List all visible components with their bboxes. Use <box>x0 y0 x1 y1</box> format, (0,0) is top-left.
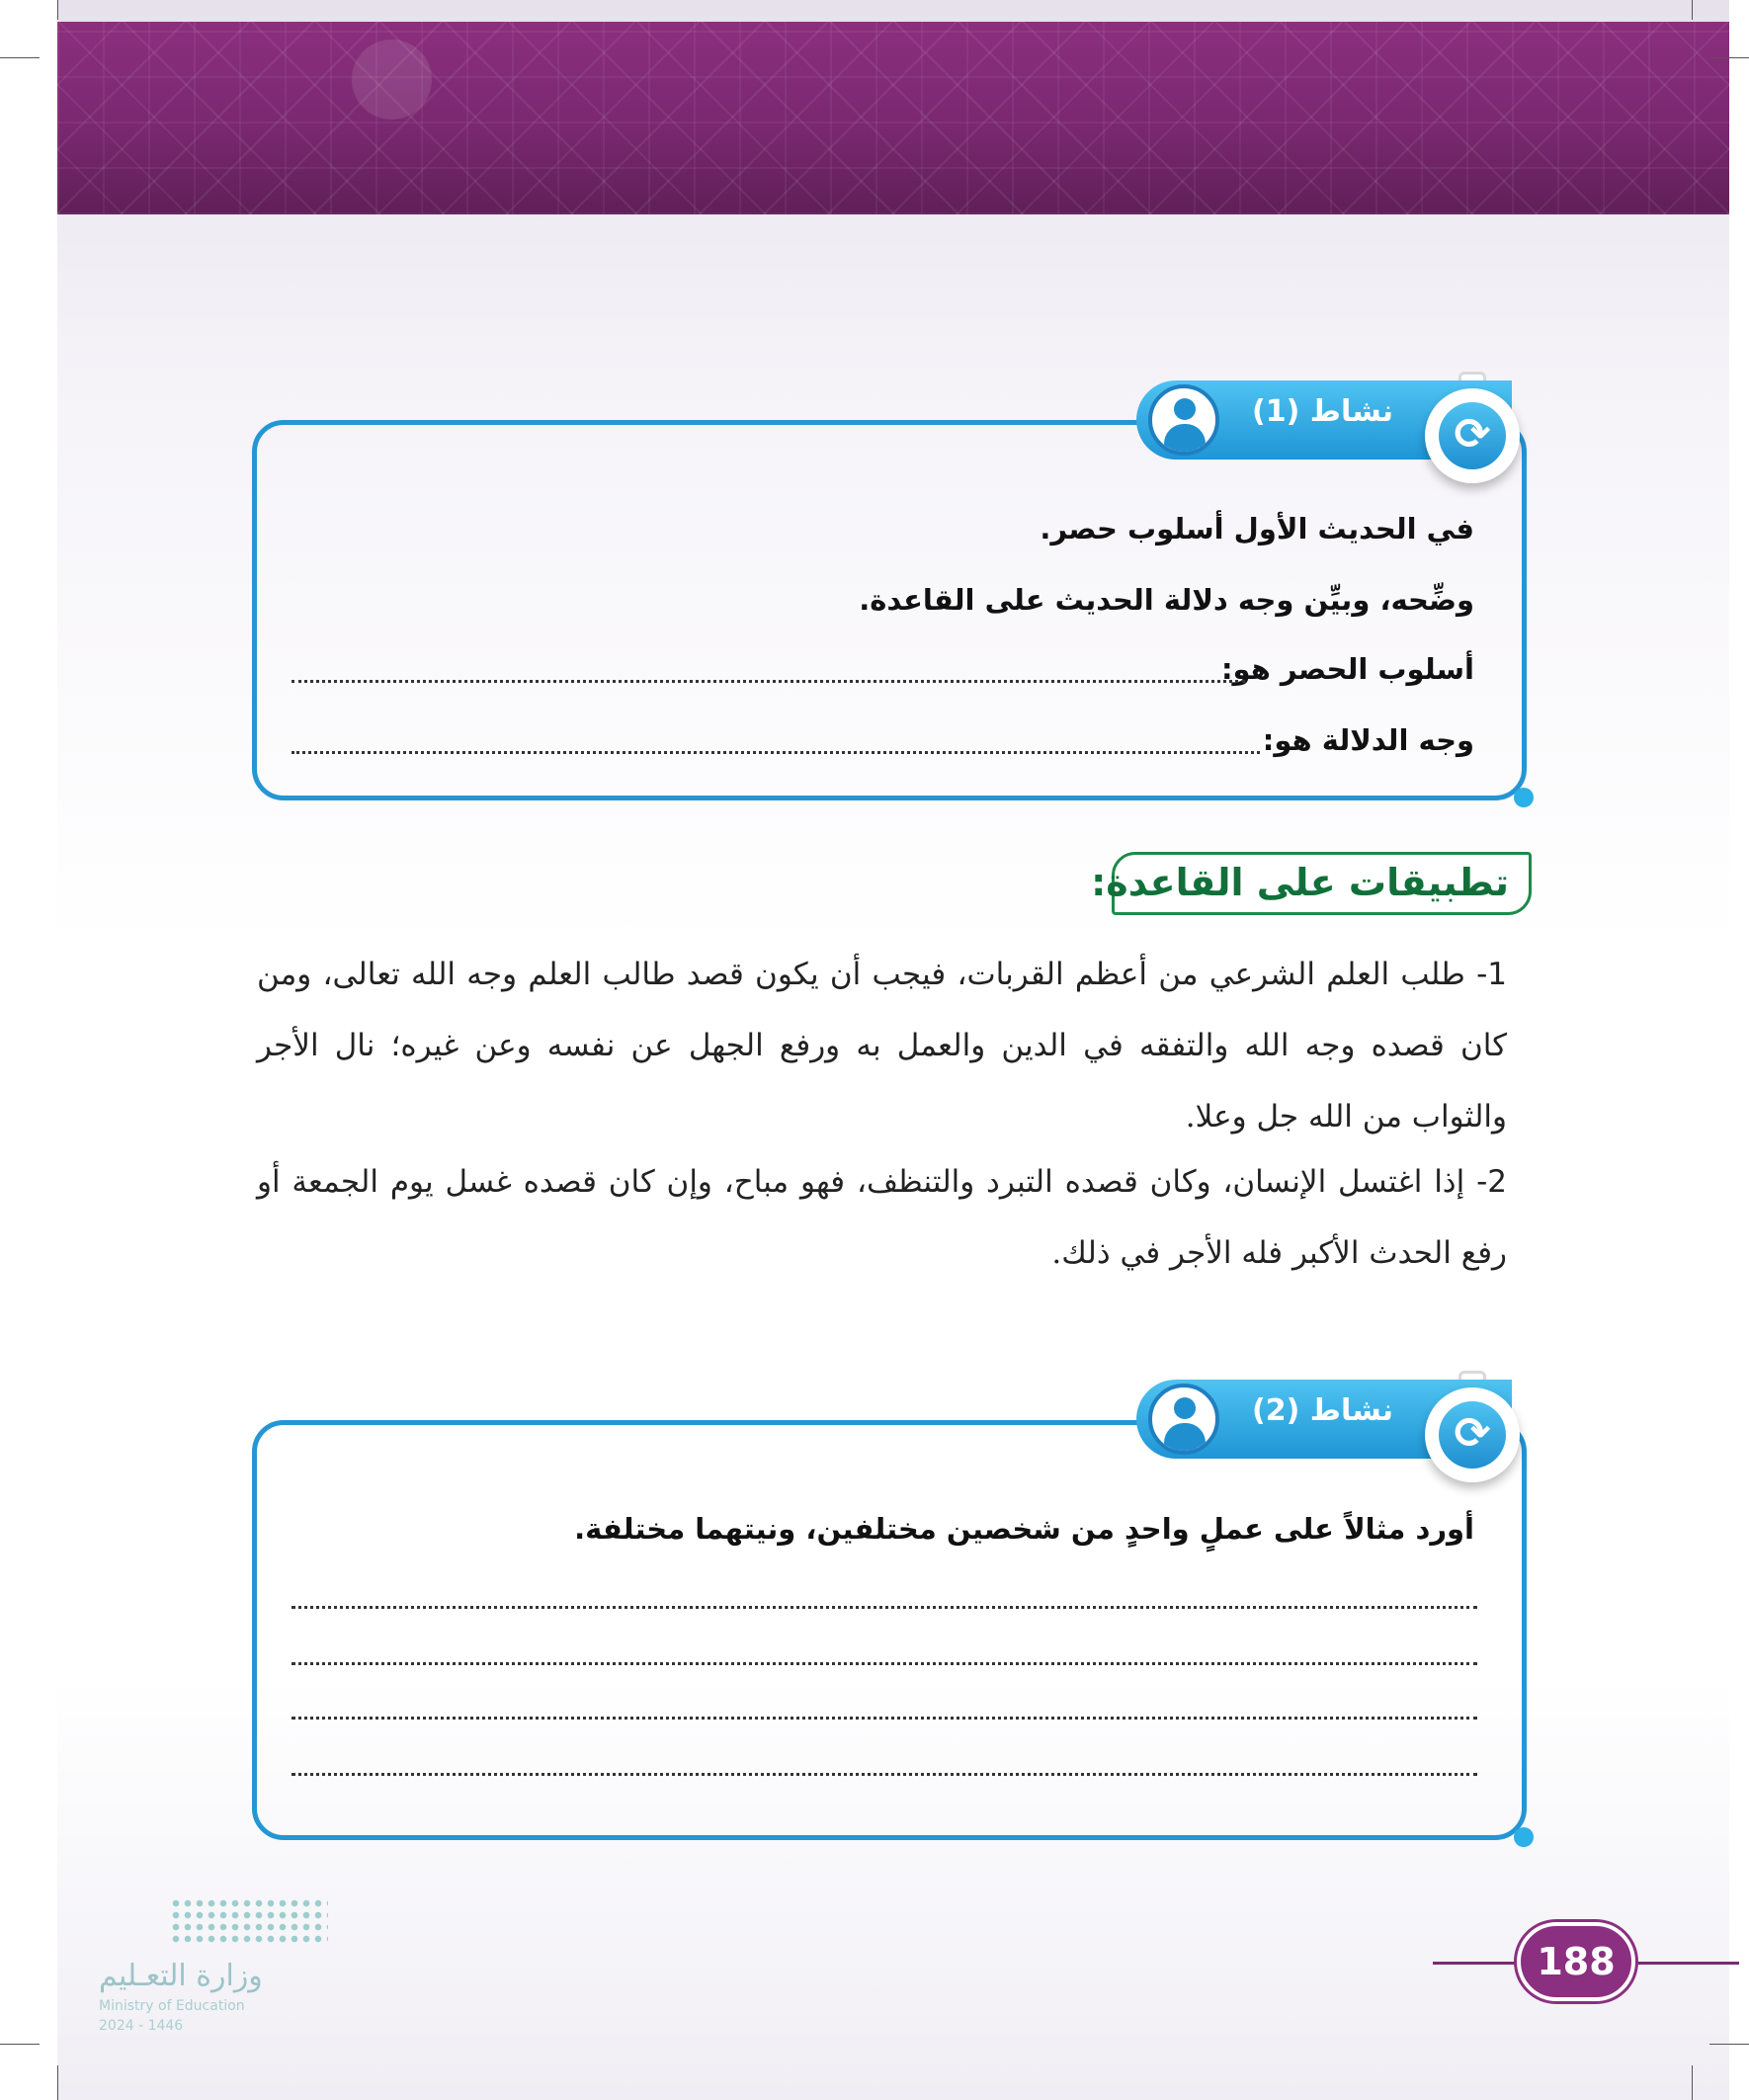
crop-mark <box>1709 2044 1749 2045</box>
user-icon <box>1148 384 1219 456</box>
section-heading <box>1091 852 1532 915</box>
ministry-name-en: Ministry of Education <box>99 1998 245 2014</box>
application-item-2 <box>257 1146 1507 1289</box>
answer-line-4[interactable] <box>292 1662 1477 1665</box>
answer-line-3[interactable] <box>292 1606 1477 1609</box>
box-endcap <box>1514 788 1534 807</box>
crop-mark <box>57 2065 58 2100</box>
item-number: 1- <box>1476 957 1508 992</box>
crop-mark <box>1692 2065 1693 2100</box>
application-item-1 <box>257 939 1507 1152</box>
crop-mark <box>57 0 58 20</box>
answer-line-6[interactable] <box>292 1773 1477 1776</box>
refresh-icon: ⟳ <box>1425 388 1520 483</box>
activity-1-label: نشاط (1) <box>1252 394 1393 429</box>
edition-year: 2024 - 1446 <box>99 2018 184 2034</box>
crop-mark <box>1709 57 1749 58</box>
answer-line-1[interactable] <box>292 680 1245 683</box>
field-1-label: أسلوب الحصر هو: <box>1220 652 1474 686</box>
crop-mark <box>1692 0 1693 20</box>
activity-2-label: نشاط (2) <box>1252 1393 1393 1428</box>
ministry-logo <box>99 1897 336 2036</box>
activity-2-box <box>252 1420 1527 1840</box>
ministry-name-ar: وزارة التعـليم <box>99 1959 263 1993</box>
user-icon <box>1148 1384 1219 1455</box>
activity-1-line2: وضِّحه، وبيِّن وجه دلالة الحديث على القاعدة. <box>859 583 1474 617</box>
logo-dots <box>170 1897 328 1947</box>
refresh-icon: ⟳ <box>1425 1387 1520 1482</box>
section-heading-text: تطبيقات على القاعدة: <box>1091 861 1509 904</box>
item-text: طلب العلم الشرعي من أعظم القربات، فيجب أن يكون قصد طالب العلم وجه الله تعالى، ومن كان قصده وجه الله والتفقه في الدين والعمل به ورفع الجهل عن نفسه وعن غيره؛ نال الأجر والثواب من الله جل وعلا. <box>257 957 1507 1134</box>
field-2-label: وجه الدلالة هو: <box>1262 723 1474 757</box>
item-text: إذا اغتسل الإنسان، وكان قصده التبرد والتنظف، فهو مباح، وإن كان قصده غسل يوم الجمعة أو رفع الحدث الأكبر فله الأجر في ذلك. <box>257 1164 1507 1271</box>
activity-1-line1: في الحديث الأول أسلوب حصر. <box>1040 512 1474 546</box>
page-number-badge <box>1433 1922 1739 2001</box>
answer-line-2[interactable] <box>292 751 1260 754</box>
activity-2-question: أورد مثالاً على عملٍ واحدٍ من شخصين مختلفين، ونيتهما مختلفة. <box>574 1512 1474 1546</box>
page-number: 188 <box>1517 1922 1635 2001</box>
crop-mark <box>0 57 40 58</box>
answer-line-5[interactable] <box>292 1717 1477 1720</box>
crop-mark <box>0 2044 40 2045</box>
item-number: 2- <box>1476 1164 1507 1200</box>
box-endcap <box>1514 1827 1534 1847</box>
header-banner <box>57 22 1729 214</box>
